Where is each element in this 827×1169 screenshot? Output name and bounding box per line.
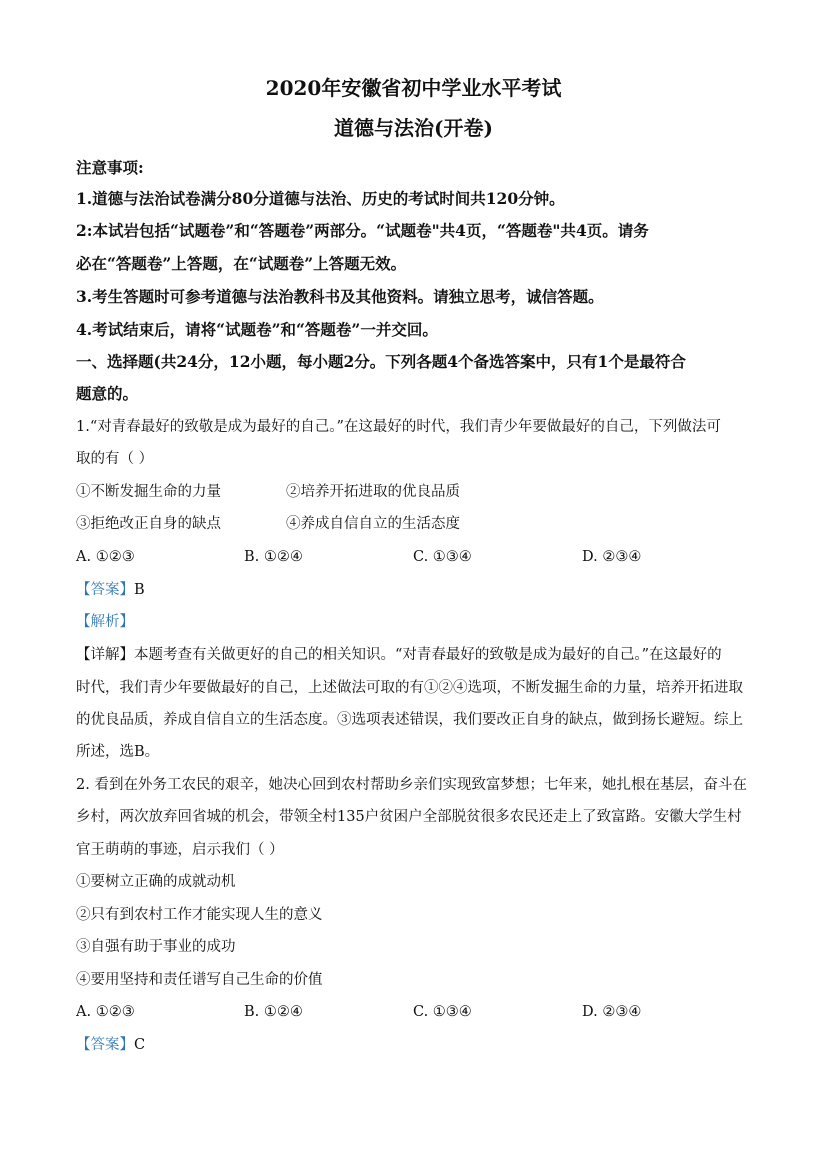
q2-option-d: D. ②③④: [582, 1004, 642, 1020]
q1-statement-4: ④养成自信自立的生活态度: [286, 516, 460, 532]
q2-stem: 2. 看到在外务工农民的艰辛，她决心回到农村帮助乡亲们实现致富梦想；七年来，她扎根在基层，奋斗在: [76, 777, 747, 793]
notice-item: 必在“答题卷”上答题，在“试题卷”上答题无效。: [76, 254, 407, 273]
q2-option-b: B. ①②④: [244, 1004, 303, 1020]
q2-statement-2: ②只有到农村工作才能实现人生的意义: [76, 907, 323, 923]
notice-item: 2:本试岩包括“试题卷”和“答题卷”两部分。“试题卷"共4页，“答题卷"共4页。请务: [76, 221, 649, 240]
page-subtitle: 道德与法治(开卷): [334, 116, 493, 140]
q2-stem: 官王萌萌的事迹，启示我们（ ）: [76, 842, 284, 858]
q1-answer-line: [76, 580, 767, 600]
answer-value: C: [134, 1037, 146, 1053]
q1-detail-line: 时代，我们青少年要做最好的自己，上述做法可取的有①②④选项，不断发掘生命的力量，培养开拓进取: [76, 680, 743, 696]
q1-option-d: D. ②③④: [582, 549, 642, 565]
q2-stem: 乡村，两次放弃回省城的机会，带领全村135户贫困户全部脱贫很多农民还走上了致富路。安徽大学生村: [76, 809, 742, 825]
q2-statement-4: ④要用坚持和责任谱写自己生命的价值: [76, 972, 323, 988]
page-title: 2020年安徽省初中学业水平考试: [265, 76, 562, 100]
answer-tag: 【答案】: [76, 1037, 134, 1053]
answer-tag: 【答案】: [76, 582, 134, 598]
q1-stem-cont: 取的有（ ）: [76, 451, 154, 467]
q2-option-a: A. ①②③: [76, 1004, 135, 1020]
q1-statement-3: ③拒绝改正自身的缺点: [76, 516, 221, 532]
q1-option-b: B. ①②④: [244, 549, 303, 565]
q1-statement-2: ②培养开拓进取的优良品质: [286, 484, 460, 500]
q1-option-c: C. ①③④: [413, 549, 472, 565]
q2-statement-3: ③自强有助于事业的成功: [76, 939, 236, 955]
notice-item: 1.道德与法治试卷满分80分道德与法治、历史的考试时间共120分钟。: [76, 189, 565, 208]
notice-item: 4.考试结束后，请将“试题卷”和“答题卷”一并交回。: [76, 320, 438, 339]
q1-detail-line: 【详解】本题考查有关做更好的自己的相关知识。“对青春最好的致敬是成为最好的自己。”在这最好的: [76, 647, 722, 663]
notice-heading: 注意事项:: [76, 158, 144, 177]
notice-item: 3.考生答题时可参考道德与法治教科书及其他资料。请独立思考，诚信答题。: [76, 287, 604, 306]
q1-statement-1: ①不断发掘生命的力量: [76, 484, 221, 500]
q1-detail-line: 的优良品质，养成自信自立的生活态度。③选项表述错误，我们要改正自身的缺点，做到扬长避短。综上: [76, 712, 743, 728]
q1-detail-line: 所述，选B。: [76, 744, 160, 760]
analysis-tag: 【解析】: [76, 614, 134, 630]
q1-option-a: A. ①②③: [76, 549, 135, 565]
section-heading: 一、选择题(共24分，12小题，每小题2分。下列各题4个备选答案中，只有1个是最符合: [76, 352, 686, 371]
answer-value: B: [134, 582, 145, 598]
q2-statement-1: ①要树立正确的成就动机: [76, 874, 236, 890]
q1-stem: 1.“对青春最好的致敬是成为最好的自己。”在这最好的时代，我们青少年要做最好的自己，下列做法可: [76, 419, 721, 435]
q2-answer-line: [76, 1035, 767, 1055]
section-heading-cont: 题意的。: [76, 384, 139, 403]
q2-option-c: C. ①③④: [413, 1004, 472, 1020]
